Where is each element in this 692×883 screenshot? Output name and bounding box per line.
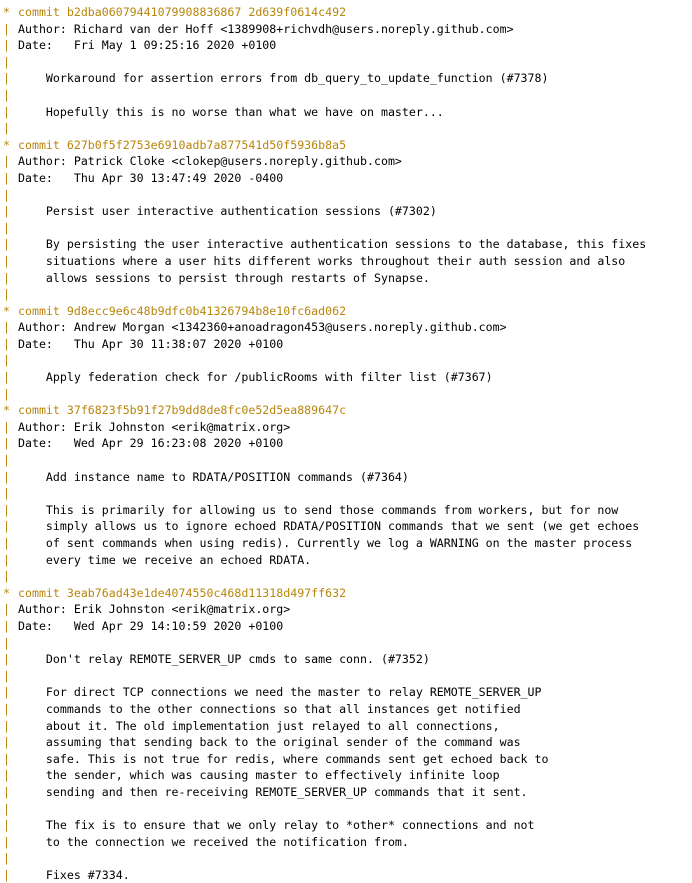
graph-pipe-marker: | <box>3 668 10 683</box>
log-text: Date: Fri May 1 09:25:16 2020 +0100 <box>18 38 277 53</box>
graph-commit-marker: * <box>3 137 10 152</box>
graph-pipe-marker: | <box>3 253 10 268</box>
log-line <box>0 352 692 369</box>
log-text: Fixes #7334. <box>18 867 130 882</box>
graph-pipe-marker: | <box>3 121 10 136</box>
log-text: allows sessions to persist through restarts of Synapse. <box>18 270 430 285</box>
graph-commit-marker: * <box>3 585 10 600</box>
graph-pipe-marker: | <box>3 519 10 534</box>
log-text: to the connection we received the notification from. <box>18 834 409 849</box>
graph-pipe-marker: | <box>3 453 10 468</box>
graph-pipe-marker: | <box>3 436 10 451</box>
log-line <box>0 801 692 818</box>
log-line <box>0 784 692 801</box>
graph-commit-marker: * <box>3 5 10 19</box>
graph-pipe-marker: | <box>3 718 10 733</box>
commit-header: commit 9d8ecc9e6c48b9dfc0b41326794b8e10fc6ad062 <box>18 303 347 318</box>
log-line <box>0 734 692 751</box>
graph-pipe-marker: | <box>3 502 10 517</box>
graph-pipe-marker: | <box>3 685 10 700</box>
log-line <box>0 452 692 469</box>
graph-pipe-marker: | <box>3 204 10 219</box>
log-line <box>0 767 692 784</box>
log-line <box>0 203 692 220</box>
log-line <box>0 585 692 602</box>
log-text: sending and then re-receiving REMOTE_SERVER_UP commands that it sent. <box>18 784 528 799</box>
log-text: assuming that sending back to the original sender of the command was <box>18 735 521 750</box>
log-line <box>0 21 692 38</box>
log-line <box>0 834 692 851</box>
commit-header: commit 3eab76ad43e1de4074550c468d11318d497ff632 <box>18 585 347 600</box>
graph-pipe-marker: | <box>3 21 10 36</box>
log-line <box>0 701 692 718</box>
graph-pipe-marker: | <box>3 784 10 799</box>
graph-pipe-marker: | <box>3 386 10 401</box>
log-line <box>0 817 692 834</box>
log-line <box>0 87 692 104</box>
graph-pipe-marker: | <box>3 419 10 434</box>
log-text: This is primarily for allowing us to send those commands from workers, but for now <box>18 502 619 517</box>
log-text: Date: Thu Apr 30 11:38:07 2020 +0100 <box>18 336 284 351</box>
graph-pipe-marker: | <box>3 270 10 285</box>
graph-pipe-marker: | <box>3 170 10 185</box>
log-text: Date: Wed Apr 29 14:10:59 2020 +0100 <box>18 618 284 633</box>
graph-pipe-marker: | <box>3 104 10 119</box>
log-line <box>0 137 692 154</box>
graph-pipe-marker: | <box>3 569 10 584</box>
graph-pipe-marker: | <box>3 602 10 617</box>
log-line <box>0 220 692 237</box>
log-text: For direct TCP connections we need the master to relay REMOTE_SERVER_UP <box>18 685 542 700</box>
log-line <box>0 336 692 353</box>
log-line <box>0 485 692 502</box>
log-line <box>0 651 692 668</box>
log-text: situations where a user hits different works throughout their auth session and also <box>18 253 626 268</box>
log-line <box>0 568 692 585</box>
log-text: of sent commands when using redis). Currently we log a WARNING on the master process <box>18 536 633 550</box>
log-text: about it. The old implementation just relayed to all connections, <box>18 718 500 733</box>
log-text: every time we receive an echoed RDATA. <box>18 552 312 567</box>
graph-pipe-marker: | <box>3 801 10 816</box>
graph-pipe-marker: | <box>3 320 10 335</box>
log-line <box>0 270 692 287</box>
graph-pipe-marker: | <box>3 834 10 849</box>
log-line <box>0 286 692 303</box>
log-line <box>0 4 692 21</box>
log-line <box>0 668 692 685</box>
log-line <box>0 502 692 519</box>
log-line <box>0 850 692 867</box>
log-text: Add instance name to RDATA/POSITION commands (#7364) <box>18 469 409 484</box>
graph-pipe-marker: | <box>3 54 10 69</box>
graph-pipe-marker: | <box>3 652 10 667</box>
graph-pipe-marker: | <box>3 38 10 53</box>
log-line <box>0 469 692 486</box>
graph-pipe-marker: | <box>3 486 10 501</box>
graph-pipe-marker: | <box>3 867 10 882</box>
log-text: By persisting the user interactive authentication sessions to the database, this fixes <box>18 237 647 252</box>
graph-pipe-marker: | <box>3 536 10 550</box>
graph-pipe-marker: | <box>3 287 10 302</box>
log-text: the sender, which was causing master to effectively infinite loop <box>18 768 500 783</box>
graph-pipe-marker: | <box>3 237 10 252</box>
log-line <box>0 319 692 336</box>
graph-pipe-marker: | <box>3 370 10 385</box>
log-line <box>0 369 692 386</box>
log-line <box>0 120 692 137</box>
log-line <box>0 187 692 204</box>
log-text: Workaround for assertion errors from db_query_to_update_function (#7378) <box>18 71 549 86</box>
log-line <box>0 402 692 419</box>
log-line <box>0 618 692 635</box>
log-line <box>0 153 692 170</box>
log-line <box>0 37 692 54</box>
graph-pipe-marker: | <box>3 220 10 235</box>
log-text: Don't relay REMOTE_SERVER_UP cmds to same conn. (#7352) <box>18 652 430 667</box>
log-text: The fix is to ensure that we only relay to *other* connections and not <box>18 818 535 833</box>
graph-pipe-marker: | <box>3 701 10 716</box>
log-text: Author: Patrick Cloke <clokep@users.noreply.github.com> <box>18 154 402 169</box>
log-text: Date: Thu Apr 30 13:47:49 2020 -0400 <box>18 170 284 185</box>
log-line <box>0 751 692 768</box>
graph-pipe-marker: | <box>3 353 10 368</box>
graph-commit-marker: * <box>3 303 10 318</box>
log-text: Author: Erik Johnston <erik@matrix.org> <box>18 419 291 434</box>
commit-header: commit b2dba06079441079908836867 2d639f0614c492 <box>18 5 347 19</box>
log-text: simply allows us to ignore echoed RDATA/POSITION commands that we sent (we get echoes <box>18 519 640 534</box>
log-line <box>0 70 692 87</box>
commit-header: commit 627b0f5f2753e6910adb7a877541d50f5936b8a5 <box>18 137 347 152</box>
log-line <box>0 54 692 71</box>
graph-pipe-marker: | <box>3 552 10 567</box>
graph-pipe-marker: | <box>3 469 10 484</box>
log-line <box>0 104 692 121</box>
graph-pipe-marker: | <box>3 635 10 650</box>
log-line <box>0 236 692 253</box>
graph-pipe-marker: | <box>3 187 10 202</box>
log-text: Apply federation check for /publicRooms with filter list (#7367) <box>18 370 493 385</box>
log-line <box>0 170 692 187</box>
log-line <box>0 419 692 436</box>
log-line <box>0 535 692 552</box>
graph-pipe-marker: | <box>3 818 10 833</box>
graph-pipe-marker: | <box>3 87 10 102</box>
log-text: Persist user interactive authentication sessions (#7302) <box>18 204 437 219</box>
log-text: Author: Andrew Morgan <1342360+anoadragon453@users.noreply.github.com> <box>18 320 507 335</box>
log-line <box>0 253 692 270</box>
log-text: Author: Richard van der Hoff <1389908+richvdh@users.noreply.github.com> <box>18 21 514 36</box>
log-line <box>0 601 692 618</box>
log-text: commands to the other connections so that all instances get notified <box>18 701 521 716</box>
log-line <box>0 303 692 320</box>
log-text: Hopefully this is no worse than what we have on master... <box>18 104 444 119</box>
graph-pipe-marker: | <box>3 751 10 766</box>
graph-pipe-marker: | <box>3 154 10 169</box>
graph-pipe-marker: | <box>3 618 10 633</box>
log-line <box>0 386 692 403</box>
commit-header: commit 37f6823f5b91f27b9dd8de8fc0e52d5ea889647c <box>18 403 347 418</box>
graph-pipe-marker: | <box>3 851 10 866</box>
graph-commit-marker: * <box>3 403 10 418</box>
log-line <box>0 684 692 701</box>
log-line <box>0 718 692 735</box>
graph-pipe-marker: | <box>3 336 10 351</box>
log-line <box>0 552 692 569</box>
log-text: Author: Erik Johnston <erik@matrix.org> <box>18 602 291 617</box>
log-text: Date: Wed Apr 29 16:23:08 2020 +0100 <box>18 436 284 451</box>
log-line <box>0 867 692 883</box>
graph-pipe-marker: | <box>3 768 10 783</box>
log-text: safe. This is not true for redis, where commands sent get echoed back to <box>18 751 549 766</box>
log-line <box>0 435 692 452</box>
log-line <box>0 635 692 652</box>
graph-pipe-marker: | <box>3 735 10 750</box>
graph-pipe-marker: | <box>3 71 10 86</box>
log-line <box>0 518 692 535</box>
